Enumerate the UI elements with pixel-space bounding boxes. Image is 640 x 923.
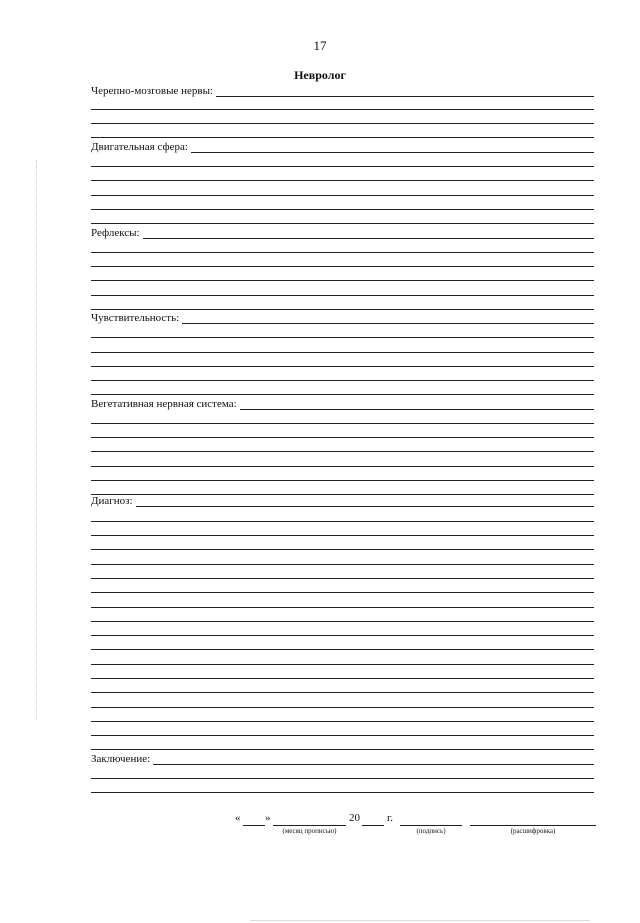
section-label-diagnosis: Диагноз:	[91, 495, 136, 508]
field-line[interactable]	[91, 621, 594, 622]
signature-caption: (подпись)	[416, 827, 446, 835]
field-line[interactable]	[91, 280, 594, 281]
field-line[interactable]	[91, 792, 594, 793]
section-label-cranial-nerves: Черепно-мозговые нервы:	[91, 85, 216, 98]
field-line[interactable]	[91, 195, 594, 196]
field-line[interactable]	[91, 635, 594, 636]
field-line[interactable]	[91, 380, 594, 381]
field-line[interactable]	[91, 549, 594, 550]
field-line[interactable]	[91, 180, 594, 181]
decryption-field[interactable]	[470, 825, 596, 826]
section-label-motor-sphere: Двигательная сфера:	[91, 141, 191, 154]
field-line[interactable]	[91, 366, 594, 367]
field-line[interactable]	[91, 352, 594, 353]
field-line[interactable]	[91, 295, 594, 296]
field-line[interactable]	[91, 252, 594, 253]
field-line[interactable]	[91, 494, 594, 495]
year-field[interactable]	[362, 825, 384, 826]
field-line[interactable]	[91, 480, 594, 481]
field-line[interactable]	[91, 437, 594, 438]
section-label-autonomic-nervous-system: Вегетативная нервная система:	[91, 398, 240, 411]
field-line[interactable]	[91, 735, 594, 736]
field-line[interactable]	[91, 521, 594, 522]
field-line[interactable]	[91, 451, 594, 452]
quote-open: «	[235, 812, 241, 824]
signature-field[interactable]	[400, 825, 462, 826]
field-line[interactable]	[91, 664, 594, 665]
field-line[interactable]	[91, 223, 594, 224]
field-line[interactable]	[91, 564, 594, 565]
field-line[interactable]	[91, 166, 594, 167]
page-number: 17	[313, 38, 327, 53]
field-line[interactable]	[91, 607, 594, 608]
field-line[interactable]	[91, 209, 594, 210]
section-label-conclusion: Заключение:	[91, 753, 153, 766]
field-line[interactable]	[91, 123, 594, 124]
field-line[interactable]	[91, 721, 594, 722]
field-line[interactable]	[91, 692, 594, 693]
year-prefix: 20	[349, 812, 360, 824]
field-line[interactable]	[91, 137, 594, 138]
field-line[interactable]	[91, 592, 594, 593]
page-title: Невролог	[294, 68, 346, 82]
month-field[interactable]	[273, 825, 346, 826]
field-line[interactable]	[91, 764, 594, 765]
field-line[interactable]	[91, 266, 594, 267]
field-line[interactable]	[91, 649, 594, 650]
field-line[interactable]	[91, 778, 594, 779]
field-line[interactable]	[91, 749, 594, 750]
field-line[interactable]	[91, 394, 594, 395]
day-field[interactable]	[243, 825, 265, 826]
field-line[interactable]	[91, 309, 594, 310]
field-line[interactable]	[91, 466, 594, 467]
page-edge-line	[250, 920, 590, 921]
field-line[interactable]	[91, 506, 594, 507]
section-label-sensitivity: Чувствительность:	[91, 312, 182, 325]
field-line[interactable]	[91, 535, 594, 536]
field-line[interactable]	[91, 578, 594, 579]
month-caption: (месяц прописью)	[282, 827, 337, 835]
section-label-reflexes: Рефлексы:	[91, 227, 143, 240]
decryption-caption: (расшифровка)	[510, 827, 556, 835]
field-line[interactable]	[91, 678, 594, 679]
field-line[interactable]	[91, 337, 594, 338]
field-line[interactable]	[91, 238, 594, 239]
margin-guide	[36, 160, 37, 720]
field-line[interactable]	[91, 707, 594, 708]
signature-row	[0, 812, 640, 842]
quote-close: »	[265, 812, 271, 824]
field-line[interactable]	[91, 423, 594, 424]
year-suffix: г.	[387, 812, 394, 824]
field-line[interactable]	[91, 109, 594, 110]
